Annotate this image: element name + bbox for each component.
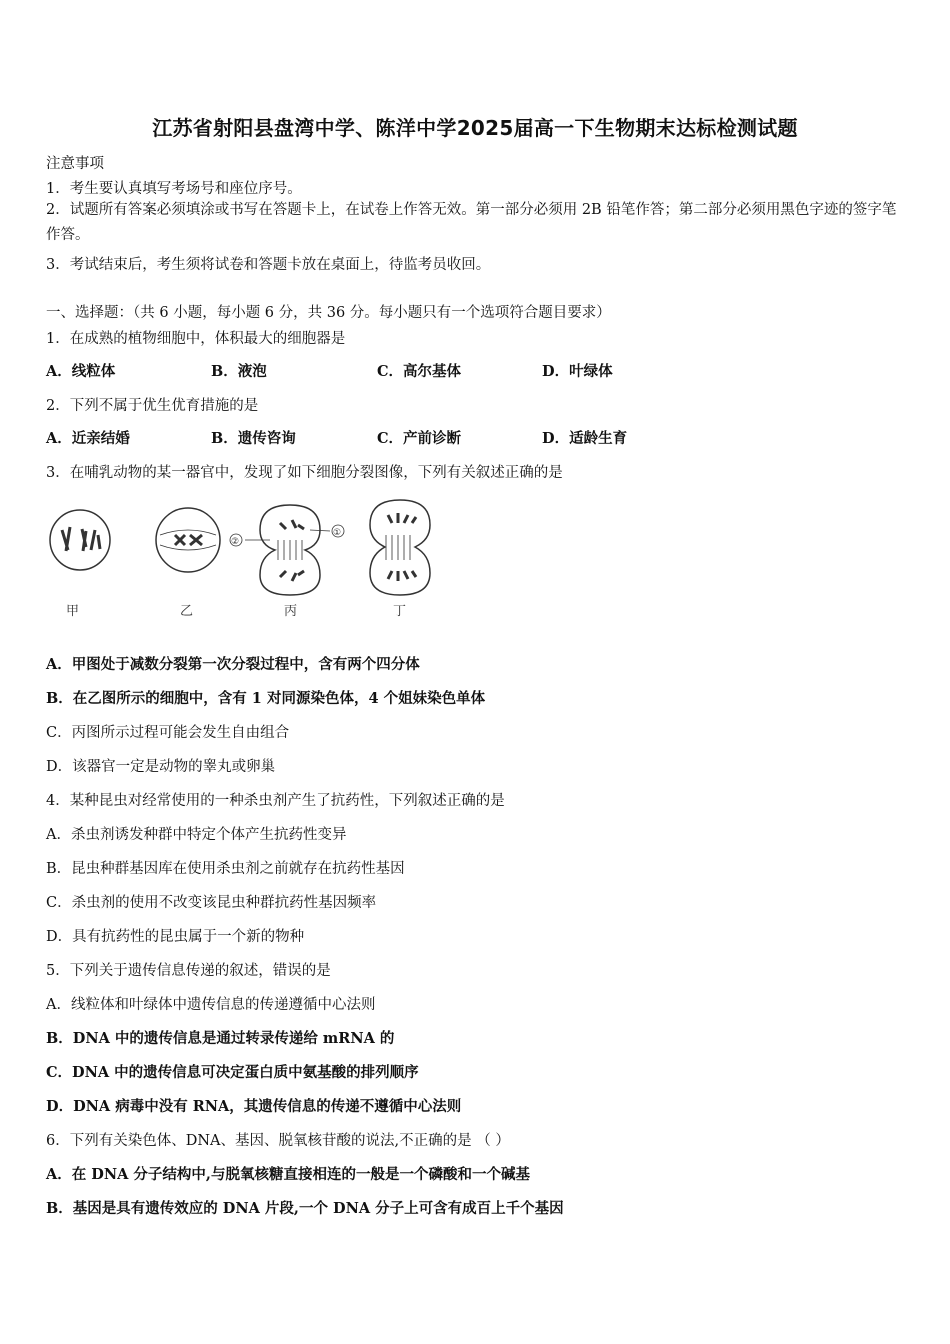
option: C．DNA 中的遗传信息可决定蛋白质中氨基酸的排列顺序 bbox=[46, 1064, 419, 1081]
option: A．甲图处于减数分裂第一次分裂过程中，含有两个四分体 bbox=[46, 656, 420, 673]
option: D．适龄生育 bbox=[542, 430, 628, 447]
option: D．叶绿体 bbox=[542, 363, 613, 380]
figure-marker-2: ② bbox=[231, 537, 240, 547]
option: B．DNA 中的遗传信息是通过转录传递给 mRNA 的 bbox=[46, 1030, 395, 1047]
option: C．丙图所示过程可能会发生自由组合 bbox=[46, 725, 290, 741]
cell-diagram-ding bbox=[370, 500, 430, 595]
option: D．DNA 病毒中没有 RNA，其遗传信息的传递不遵循中心法则 bbox=[46, 1098, 462, 1115]
cell-diagram-yi bbox=[156, 508, 220, 572]
notice-item: 1．考生要认真填写考场号和座位序号。 bbox=[46, 181, 302, 197]
figure-label-bing: 丙 bbox=[284, 604, 298, 619]
option: B．遗传咨询 bbox=[211, 430, 296, 447]
notice-heading: 注意事项 bbox=[46, 156, 104, 172]
notice-item: 3．考试结束后，考生须将试卷和答题卡放在桌面上，待监考员收回。 bbox=[46, 257, 491, 273]
option: B．昆虫种群基因库在使用杀虫剂之前就存在抗药性基因 bbox=[46, 861, 405, 877]
question-stem: 1．在成熟的植物细胞中，体积最大的细胞器是 bbox=[46, 331, 346, 347]
option: B．在乙图所示的细胞中，含有 1 对同源染色体，4 个姐妹染色单体 bbox=[46, 690, 486, 707]
notice-item: 2．试题所有答案必须填涂或书写在答题卡上，在试卷上作答无效。第一部分必须用 2B 铅笔作答；第二部分必须用黑色字迹的签字笔作答。 bbox=[46, 202, 897, 243]
figure-label-jia: 甲 bbox=[66, 604, 80, 619]
option: A．杀虫剂诱发种群中特定个体产生抗药性变异 bbox=[46, 827, 347, 843]
option: D．该器官一定是动物的睾丸或卵巢 bbox=[46, 759, 276, 775]
option: A．在 DNA 分子结构中,与脱氧核糖直接相连的一般是一个磷酸和一个碱基 bbox=[46, 1166, 530, 1183]
option: A．线粒体 bbox=[46, 363, 116, 380]
option: B．基因是具有遗传效应的 DNA 片段,一个 DNA 分子上可含有成百上千个基因 bbox=[46, 1200, 564, 1217]
figure-label-yi: 乙 bbox=[180, 604, 194, 619]
figure-label-ding: 丁 bbox=[393, 604, 407, 619]
question-stem: 2．下列不属于优生优育措施的是 bbox=[46, 398, 259, 414]
option: A．近亲结婚 bbox=[46, 430, 130, 447]
page-title: 江苏省射阳县盘湾中学、陈洋中学2025届高一下生物期末达标检测试题 bbox=[152, 116, 798, 140]
option: A．线粒体和叶绿体中遗传信息的传递遵循中心法则 bbox=[46, 997, 376, 1013]
option: D．具有抗药性的昆虫属于一个新的物种 bbox=[46, 929, 305, 945]
question-stem: 6．下列有关染色体、DNA、基因、脱氧核苷酸的说法,不正确的是 （ ） bbox=[46, 1133, 510, 1149]
question-stem: 4．某种昆虫对经常使用的一种杀虫剂产生了抗药性，下列叙述正确的是 bbox=[46, 793, 505, 809]
option: C．杀虫剂的使用不改变该昆虫种群抗药性基因频率 bbox=[46, 895, 377, 911]
cell-diagram-bing bbox=[230, 505, 344, 595]
option: C．高尔基体 bbox=[377, 363, 462, 380]
section-heading: 一、选择题：（共 6 小题，每小题 6 分，共 36 分。每小题只有一个选项符合题目要求） bbox=[46, 305, 611, 321]
question-stem: 5．下列关于遗传信息传递的叙述，错误的是 bbox=[46, 963, 331, 979]
figure-marker-1: ① bbox=[333, 528, 342, 538]
question-stem: 3．在哺乳动物的某一器官中，发现了如下细胞分裂图像，下列有关叙述正确的是 bbox=[46, 465, 563, 481]
option: C．产前诊断 bbox=[377, 430, 462, 447]
cell-diagram-jia bbox=[50, 510, 110, 570]
cell-division-figure bbox=[40, 495, 460, 625]
option: B．液泡 bbox=[211, 363, 267, 380]
